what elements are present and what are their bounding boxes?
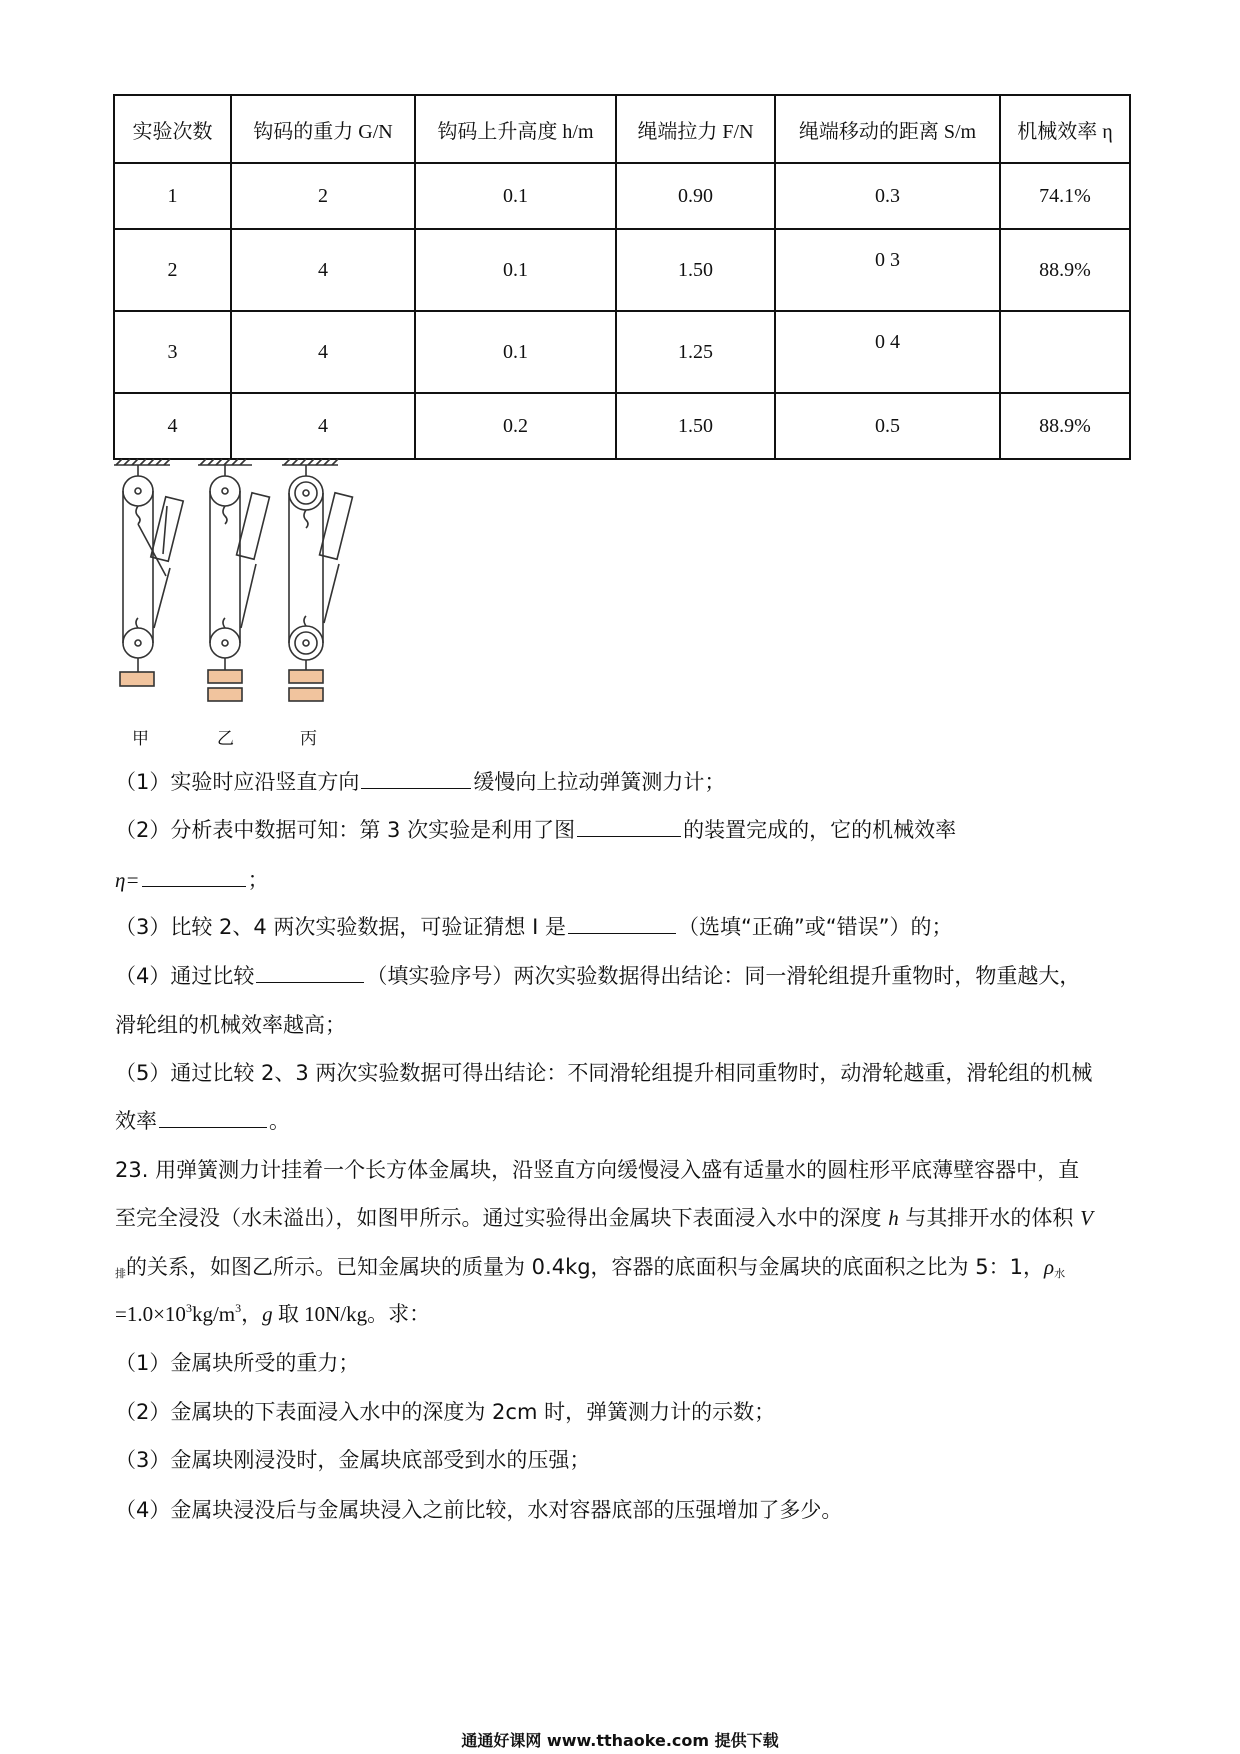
table-cell-value: 0 3 [875, 248, 900, 271]
variable-g: g [262, 1302, 273, 1326]
q22-part-5-cont [115, 1105, 290, 1135]
table-cell: 1.50 [616, 229, 775, 311]
ceiling-hatch [114, 459, 338, 465]
table-cell: 1 [114, 163, 231, 229]
table-cell: 0.3 [775, 163, 1000, 229]
q22-part-1 [115, 766, 725, 796]
pulley-figure [110, 458, 380, 748]
table-cell: 4 [231, 393, 415, 459]
pulley-systems-illustration [110, 458, 380, 718]
table-row [114, 229, 1130, 311]
q22-part-3 [115, 911, 953, 941]
table-cell: 4 [114, 393, 231, 459]
text: 取 10N/kg。求： [272, 1302, 431, 1326]
answer-blank[interactable] [159, 1107, 267, 1128]
text: （1）实验时应沿竖直方向 [115, 770, 360, 794]
table-cell: 74.1% [1000, 163, 1130, 229]
subscript: 排 [115, 1267, 126, 1280]
eta-symbol: η= [115, 868, 140, 892]
figure-label-c: 丙 [300, 729, 317, 749]
table-cell: 4 [231, 229, 415, 311]
q23-line-2 [115, 1202, 1093, 1232]
text: 缓慢向上拉动弹簧测力计； [473, 770, 726, 794]
text: 与其排开水的体积 [905, 1206, 1074, 1230]
q23-sub-1: （1）金属块所受的重力； [115, 1351, 360, 1375]
table-cell: 1.25 [616, 311, 775, 393]
table-cell: 0.1 [415, 311, 616, 393]
q22-part-2-eta [115, 864, 269, 894]
table-row [114, 393, 1130, 459]
figure-label-a: 甲 [132, 729, 149, 749]
table-cell: 0.90 [616, 163, 775, 229]
rho-symbol: ρ [1043, 1255, 1055, 1279]
table-cell: 88.9% [1000, 393, 1130, 459]
q22-part-4-cont: 滑轮组的机械效率越高； [115, 1013, 346, 1037]
table-row [114, 311, 1130, 393]
table-cell [1000, 311, 1130, 393]
answer-blank[interactable] [142, 866, 246, 887]
text: 。 [269, 1109, 290, 1133]
table-cell: 88.9% [1000, 229, 1130, 311]
table-cell: 4 [231, 311, 415, 393]
answer-blank[interactable] [256, 962, 364, 983]
q22-part-5: （5）通过比较 2、3 两次实验数据可得出结论：不同滑轮组提升相同重物时，动滑轮越重，滑轮组的机械 [115, 1061, 1093, 1085]
table-cell: 2 [231, 163, 415, 229]
pulley-system-a [120, 465, 183, 686]
q23-line-1: 23. 用弹簧测力计挂着一个长方体金属块，沿竖直方向缓慢浸入盛有适量水的圆柱形平底薄壁容器中，直 [115, 1158, 1080, 1182]
text: （4）通过比较 [115, 964, 255, 988]
table-cell: 0.5 [775, 393, 1000, 459]
table-cell: 0.1 [415, 229, 616, 311]
table-cell: 2 [114, 229, 231, 311]
table-cell: 3 [114, 311, 231, 393]
pulley-system-c [289, 465, 352, 701]
q23-sub-3: （3）金属块刚浸没时，金属块底部受到水的压强； [115, 1448, 591, 1472]
table-cell [775, 311, 1000, 393]
text: （选填“正确”或“错误”）的； [677, 915, 953, 939]
text: （2）分析表中数据可知：第 3 次实验是利用了图 [115, 818, 576, 842]
table-cell [775, 229, 1000, 311]
pulley-system-b [208, 465, 269, 701]
table-header: 实验次数 [114, 95, 231, 163]
text: =1.0×10 [115, 1302, 186, 1326]
text: 效率 [115, 1109, 157, 1133]
table-header-row [114, 95, 1130, 163]
experiment-table [113, 94, 1131, 460]
answer-blank[interactable] [577, 816, 681, 837]
text: ； [247, 868, 269, 892]
table-header: 钩码上升高度 h/m [415, 95, 616, 163]
table-header: 机械效率 η [1000, 95, 1130, 163]
text: 的关系，如图乙所示。已知金属块的质量为 0.4kg，容器的底面积与金属块的底面积之比为 5：1， [126, 1255, 1044, 1279]
subscript: 水 [1054, 1267, 1066, 1280]
table-header: 绳端拉力 F/N [616, 95, 775, 163]
text: （3）比较 2、4 两次实验数据，可验证猜想 I 是 [115, 915, 566, 939]
text: kg/m [191, 1302, 236, 1326]
page-footer: 通通好课网 www.tthaoke.com 提供下载 [461, 1731, 779, 1750]
table-cell: 0.2 [415, 393, 616, 459]
q22-part-2 [115, 814, 956, 844]
q23-line-3 [115, 1251, 1065, 1281]
variable-h: h [888, 1206, 899, 1230]
figure-label-b: 乙 [217, 729, 234, 749]
variable-v: V [1080, 1206, 1093, 1230]
q22-part-4 [115, 960, 1080, 990]
table-cell: 0.1 [415, 163, 616, 229]
text: ， [241, 1302, 263, 1326]
table-cell: 1.50 [616, 393, 775, 459]
text: （填实验序号）两次实验数据得出结论：同一滑轮组提升重物时，物重越大， [366, 964, 1081, 988]
superscript: 3 [235, 1301, 242, 1315]
q23-line-4 [115, 1298, 430, 1328]
answer-blank[interactable] [568, 913, 676, 934]
q23-sub-4: （4）金属块浸没后与金属块浸入之前比较，水对容器底部的压强增加了多少。 [115, 1498, 843, 1522]
table-header: 钩码的重力 G/N [231, 95, 415, 163]
text: 的装置完成的，它的机械效率 [683, 818, 957, 842]
text: 至完全浸没（水未溢出），如图甲所示。通过实验得出金属块下表面浸入水中的深度 [115, 1206, 882, 1230]
table-header: 绳端移动的距离 S/m [775, 95, 1000, 163]
answer-blank[interactable] [361, 768, 471, 789]
table-cell-value: 0 4 [875, 330, 900, 353]
q23-sub-2: （2）金属块的下表面浸入水中的深度为 2cm 时，弹簧测力计的示数； [115, 1400, 776, 1424]
table-row [114, 163, 1130, 229]
superscript: 3 [185, 1301, 192, 1315]
